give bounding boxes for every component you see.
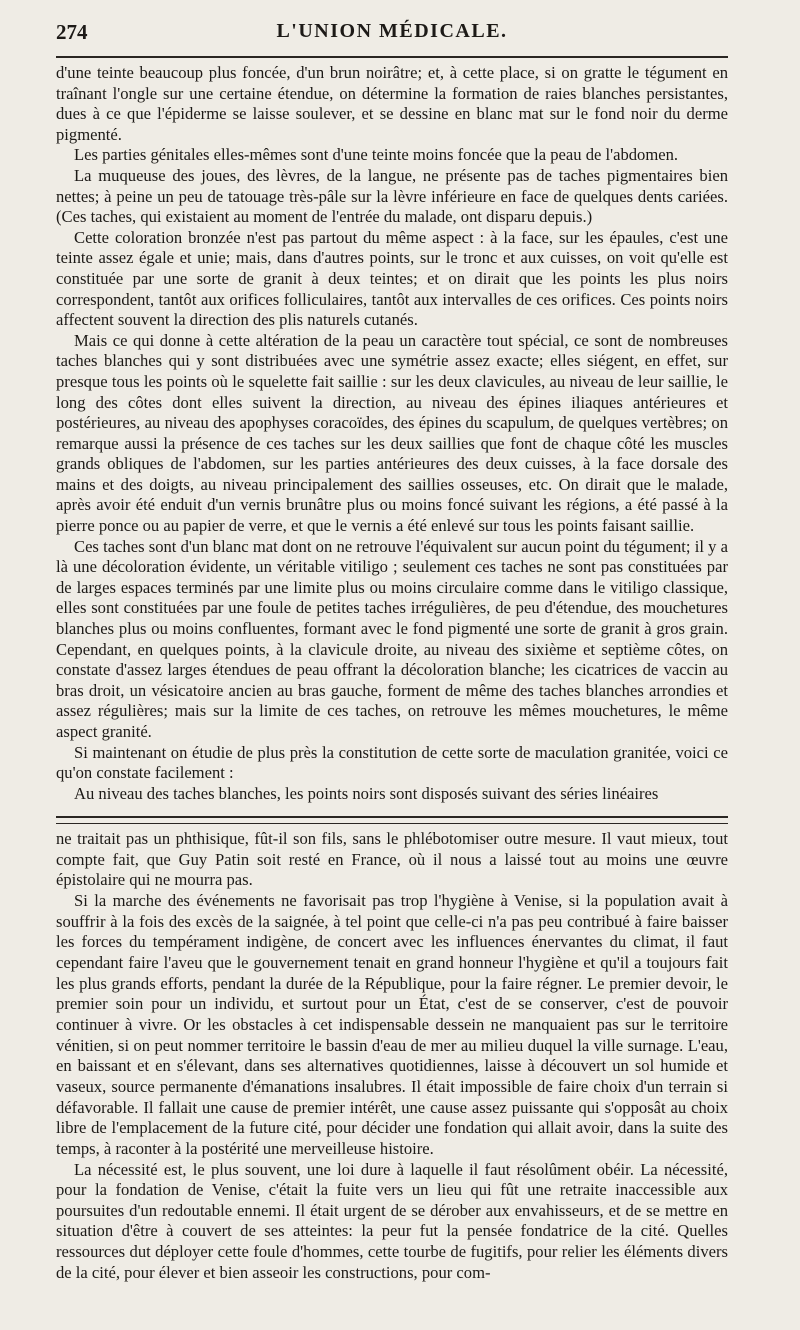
article-paragraph: Au niveau des taches blanches, les points noirs sont disposés suivant des séries linéaires: [74, 783, 659, 803]
running-title: L'UNION MÉDICALE.: [276, 20, 508, 42]
header-rule: [56, 56, 728, 58]
feuilleton-section: [56, 829, 728, 1283]
article-paragraph: d'une teinte beaucoup plus foncée, d'un brun noirâtre; et, à cette place, si on gratte le tégument en traînant l'ongle sur une certaine étendue, on détermine la formation de raies blanches persistantes, dues à ce que l'épiderme se laisse soulever, et se dessine en blanc mat sur le fond noir du derme pigmenté.: [56, 63, 728, 144]
feuilleton-divider: [56, 816, 728, 824]
page-header: [56, 20, 728, 46]
article-paragraph: La muqueuse des joues, des lèvres, de la langue, ne présente pas de taches pigmentaires bien nettes; à peine un peu de tatouage très-pâle sur la lèvre inférieure en face de quelques dents cariées. (Ces taches, qui existaient au moment de l'entrée du malade, ont disparu depuis.): [56, 165, 728, 227]
page-number: 274: [56, 20, 88, 44]
article-paragraph: Les parties génitales elles-mêmes sont d'une teinte moins foncée que la peau de l'abdomen.: [74, 145, 679, 165]
feuilleton-paragraph: ne traitait pas un phthisique, fût-il son fils, sans le phlébotomiser outre mesure. Il vaut mieux, tout compte fait, que Guy Patin soit resté en France, où il nous a laissé tout au moins une œuvre épistolaire qui ne mourra pas.: [56, 829, 728, 890]
article-paragraph: Ces taches sont d'un blanc mat dont on ne retrouve l'équivalent sur aucun point du tégument; il y a là une décoloration évidente, un véritable vitiligo ; seulement ces taches ne sont pas constituées par de larges espaces terminés par une limite plus ou moins circulaire comme dans le vitiligo classique, elles sont constituées par une foule de petites taches irrégulières, de peu d'étendue, des mouchetures blanches plus ou moins confluentes, formant avec le fond pigmenté une sorte de granit à gros grain. Cependant, en quelques points, à la clavicule droite, au niveau des sixième et septième côtes, on constate d'assez larges étendues de peau offrant la décoloration blanche; les cicatrices de vaccin au bras droit, un vésicatoire ancien au bras gauche, forment de même des taches blanches arrondies et assez régulières; mais sur la limite de ces taches, on retrouve les mêmes mouchetures, le même aspect granité.: [56, 536, 728, 741]
feuilleton-paragraph: Si la marche des événements ne favorisait pas trop l'hygiène à Venise, si la population avait à souffrir à la fois des excès de la saignée, à tel point que celle-ci n'a pas peu contribué à faire baisser les forces du tempérament indigène, de concert avec les influences énervantes du climat, il faut cependant faire l'aveu que le gouvernement tenait en grand honneur l'hygiène et qu'il a toujours fait les plus grands efforts, pendant la durée de la République, pour la faire régner. Le premier devoir, le premier soin pour un individu, et surtout pour un État, c'est de se conserver, c'est de pouvoir continuer à vivre. Or les obstacles à cet indispensable dessein ne manquaient pas sur le territoire vénitien, si on peut nommer territoire le bassin d'eau de mer au milieu duquel la ville surnage. L'eau, en baissant et en s'élevant, dans ses alternatives quotidiennes, laisse à découvert un sol humide et vaseux, source permanente d'émanations insalubres. Il était impossible de faire choix d'un terrain si défavorable. Il fallait une cause de premier intérêt, une cause assez puissante qui s'opposât au choix libre de l'emplacement de la future cité, pour décider une fondation qui allait avoir, dans la suite des temps, à raconter à la postérité une merveilleuse histoire.: [56, 890, 728, 1158]
article-paragraph: Mais ce qui donne à cette altération de la peau un caractère tout spécial, ce sont de nombreuses taches blanches qui y sont distribuées avec une symétrie assez exacte; elles siégent, en effet, sur presque tous les points où le squelette fait saillie : sur les deux clavicules, au niveau de leur saillie, le long des côtes dont elles suivent la direction, au niveau des épines iliaques antérieures et postérieures, au niveau des apophyses coracoïdes, des épines du scapulum, de quelques vertèbres; on remarque aussi la présence de ces taches sur les deux saillies que font de chaque côté les muscles grands obliques de l'abdomen, sur les parties antérieures des deux cuisses, à la face dorsale des mains et des doigts, au niveau principalement des saillies osseuses, etc. On dirait que le malade, après avoir été enduit d'un vernis brunâtre plus ou moins foncé suivant les régions, a été passé à la pierre ponce ou au papier de verre, et que le vernis a été enlevé sur tous les points faisant saillie.: [56, 330, 728, 536]
article-paragraph: Si maintenant on étudie de plus près la constitution de cette sorte de maculation granitée, voici ce qu'on constate facilement :: [56, 742, 728, 783]
main-article: [56, 63, 728, 804]
article-paragraph: Cette coloration bronzée n'est pas partout du même aspect : à la face, sur les épaules, c'est une teinte assez égale et unie; mais, dans d'autres points, sur le tronc et aux cuisses, on voit qu'elle est constituée par une sorte de granit à deux teintes; et on dirait que les points les plus noirs correspondent, tantôt aux orifices folliculaires, tantôt aux intervalles de ces orifices. Ces points noirs affectent souvent la direction des plis naturels cutanés.: [56, 227, 728, 330]
feuilleton-paragraph: La nécessité est, le plus souvent, une loi dure à laquelle il faut résolûment obéir. La nécessité, pour la fondation de Venise, c'était la fuite vers un lieu qui fût une retraite inaccessible aux poursuites d'un redoutable ennemi. Il était urgent de se dérober aux envahisseurs, et de se mettre en situation d'être à couvert de ses atteintes: la peur fut la pensée fondatrice de la cité. Quelles ressources dut déployer cette foule d'hommes, cette tourbe de fugitifs, pour relier les éléments divers de la cité, pour élever et bien asseoir les constructions, pour com-: [56, 1159, 728, 1282]
